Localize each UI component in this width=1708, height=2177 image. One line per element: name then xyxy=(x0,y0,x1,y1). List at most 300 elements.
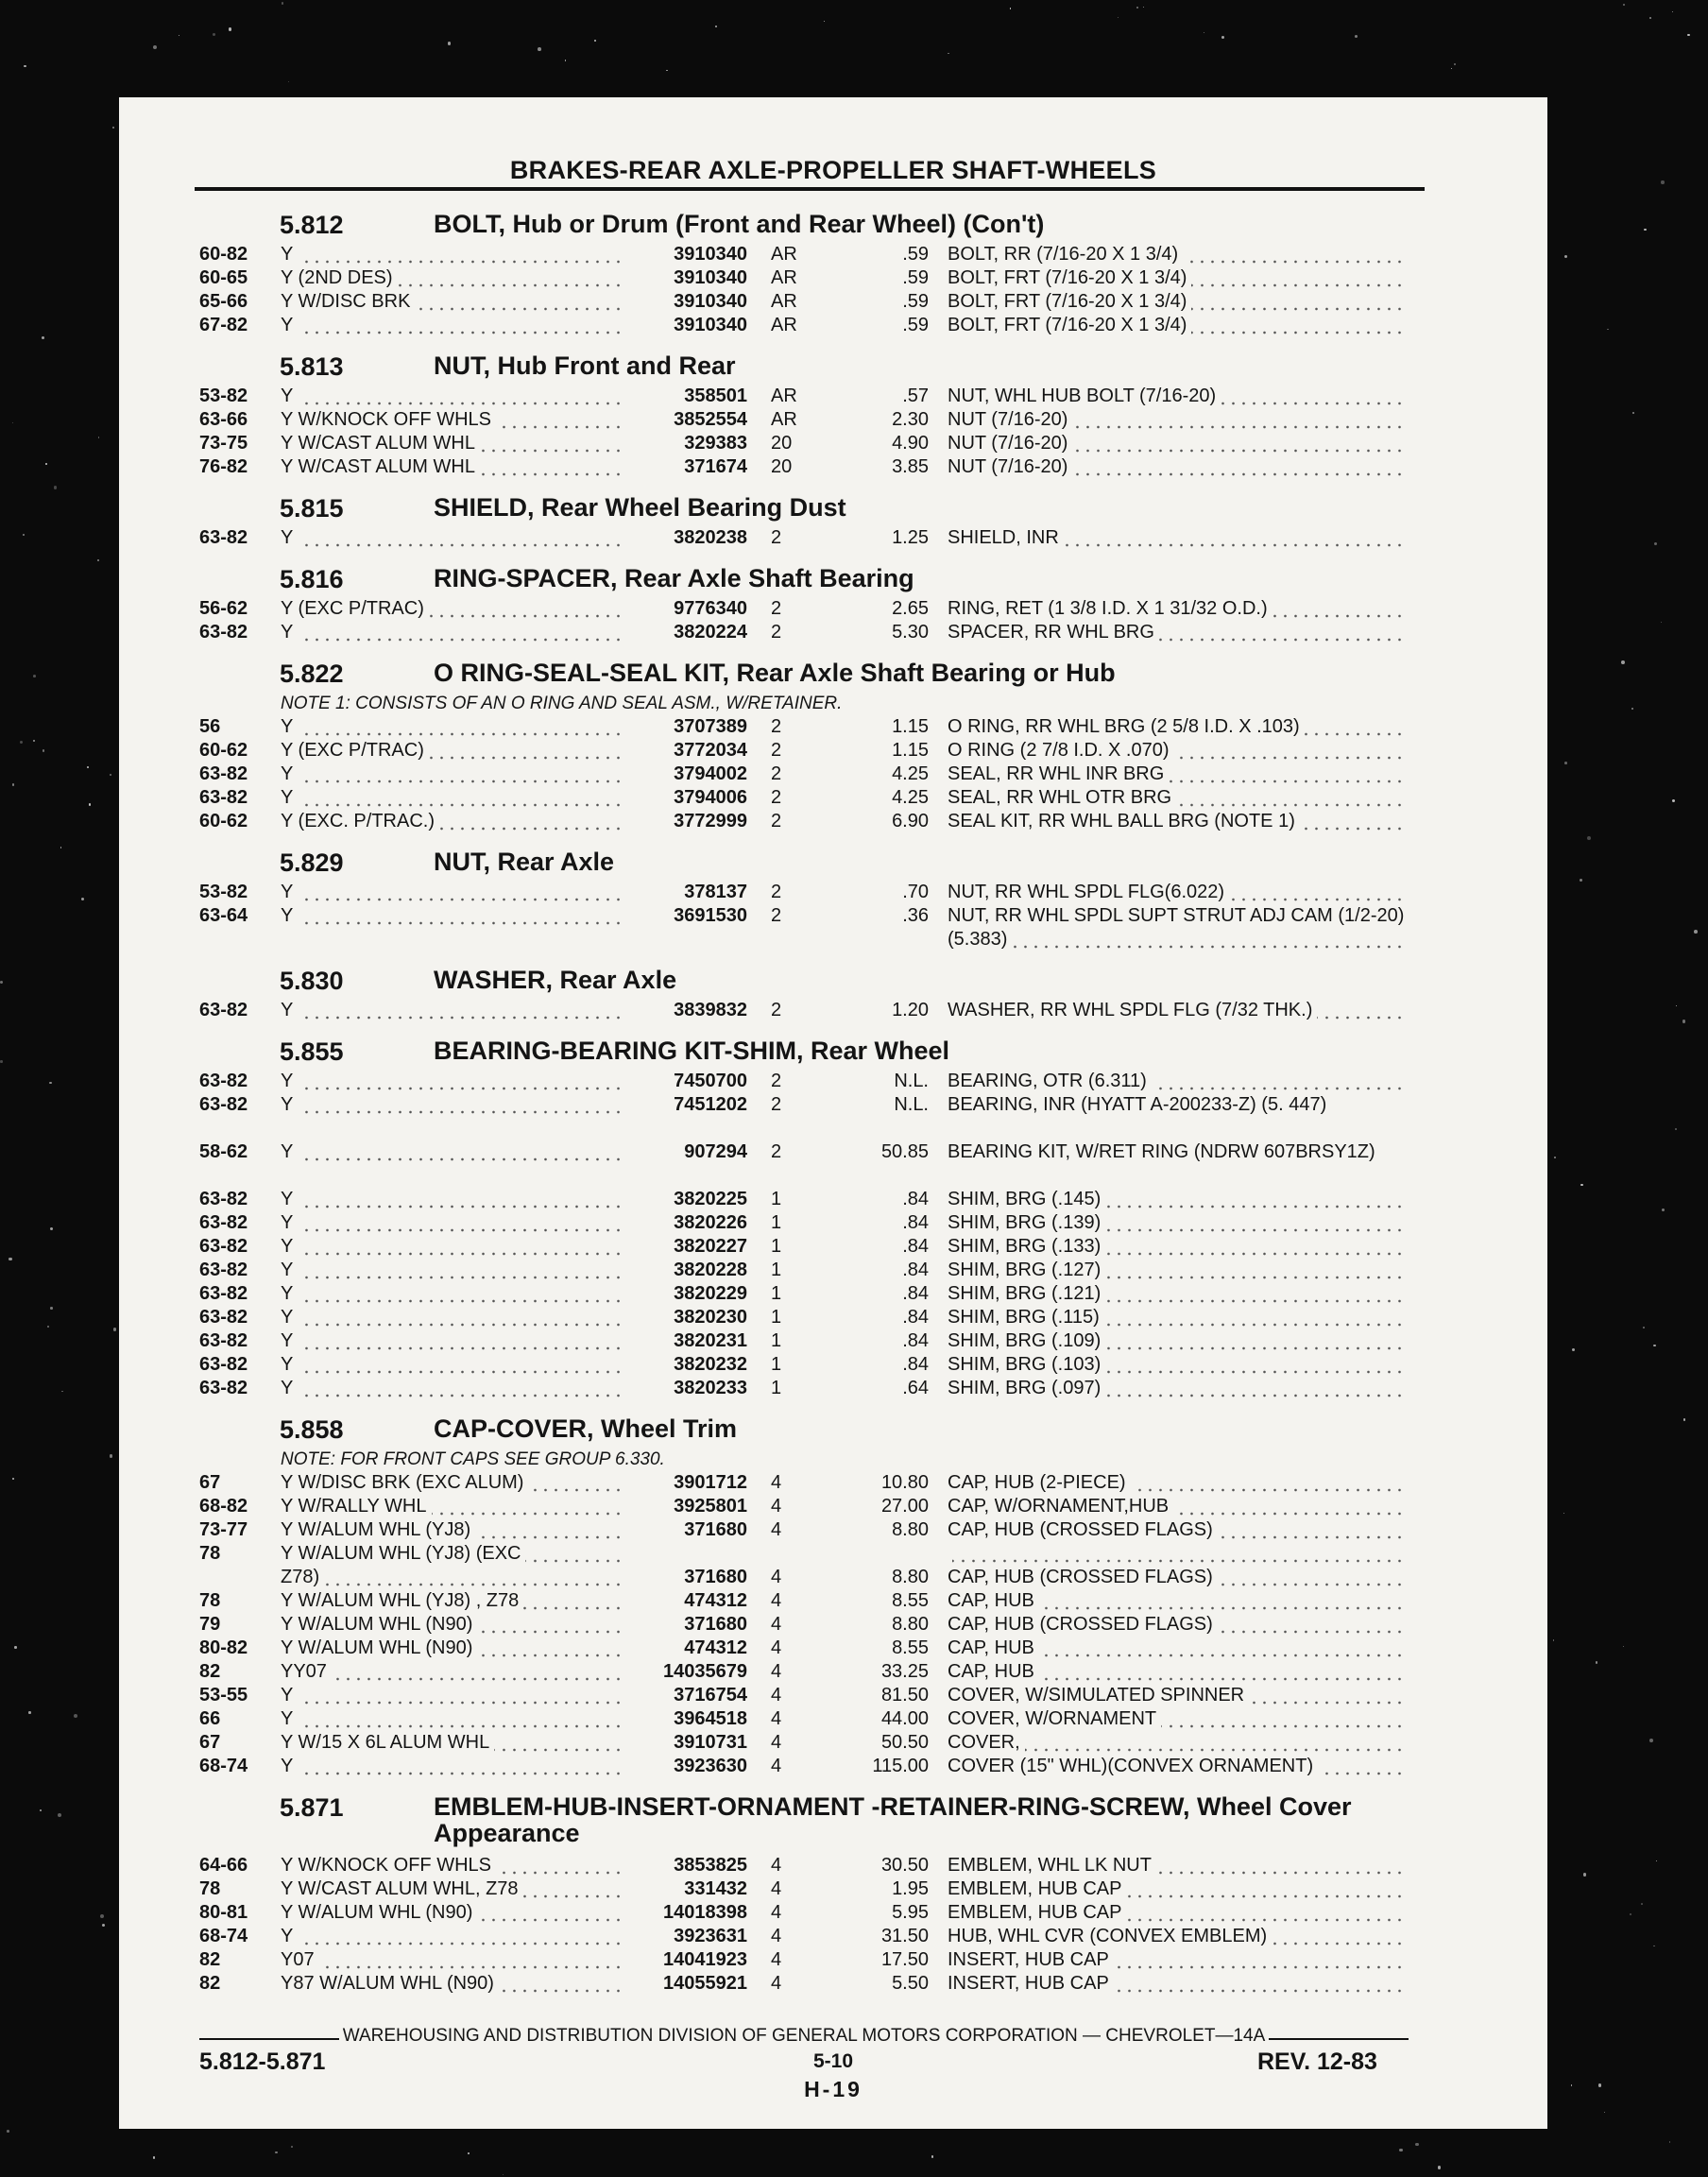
description: CAP, HUB (CROSSED FLAGS) xyxy=(948,1519,1218,1540)
quantity: 2 xyxy=(771,527,782,548)
model-years: 63-82 xyxy=(199,1212,248,1233)
description: SHIM, BRG (.103) xyxy=(948,1354,1105,1375)
price: .70 xyxy=(902,882,929,902)
quantity: 4 xyxy=(771,1878,782,1899)
scan-speck xyxy=(97,559,99,561)
model-years: 78 xyxy=(199,1543,221,1564)
part-row xyxy=(199,1140,1409,1188)
application-cell xyxy=(281,1259,625,1282)
part-number: 3707389 xyxy=(674,716,747,737)
description: EMBLEM, HUB CAP xyxy=(948,1878,1126,1899)
application-cell xyxy=(281,1211,625,1235)
description: NUT, RR WHL SPDL FLG(6.022) xyxy=(948,882,1229,902)
part-number: 3691530 xyxy=(674,905,747,926)
description-cell xyxy=(948,1188,1409,1211)
model-years: 73-77 xyxy=(199,1519,248,1540)
application-cell xyxy=(281,1613,625,1637)
application-cell xyxy=(281,1948,625,1972)
footer-revision: REV. 12-83 xyxy=(1257,2048,1377,2075)
price: .84 xyxy=(902,1236,929,1257)
application-cell xyxy=(281,904,625,928)
scan-speck xyxy=(1661,622,1662,623)
price: .59 xyxy=(902,291,929,312)
model-years: 53-55 xyxy=(199,1685,248,1706)
price: 2.30 xyxy=(892,409,929,430)
part-number: 474312 xyxy=(684,1637,747,1658)
application: Y xyxy=(281,622,298,643)
footer-group-range: 5.812-5.871 xyxy=(199,2048,326,2075)
description: O RING (2 7/8 I.D. X .070) xyxy=(948,740,1174,761)
section-title: BEARING-BEARING KIT-SHIM, Rear Wheel xyxy=(434,1037,950,1065)
description: CAP, HUB xyxy=(948,1637,1039,1658)
application-cell xyxy=(281,243,625,266)
description: EMBLEM, WHL LK NUT xyxy=(948,1855,1156,1876)
description-cell xyxy=(948,881,1409,904)
part-number: 3852554 xyxy=(674,409,747,430)
quantity: 4 xyxy=(771,1902,782,1923)
description: SHIM, BRG (.145) xyxy=(948,1189,1105,1209)
application: Y W/ALUM WHL (N90) xyxy=(281,1637,477,1658)
description-cell xyxy=(948,1854,1409,1877)
part-row xyxy=(199,1731,1409,1755)
model-years: 78 xyxy=(199,1878,221,1899)
description-cell xyxy=(948,1093,1409,1117)
part-number: 3910731 xyxy=(674,1732,747,1753)
quantity: 1 xyxy=(771,1330,782,1351)
description-cell xyxy=(948,1211,1409,1235)
price: 81.50 xyxy=(880,1685,929,1706)
application: Y xyxy=(281,1000,298,1020)
scan-speck xyxy=(7,2130,9,2133)
scan-speck xyxy=(1143,7,1145,9)
description-cell xyxy=(948,1637,1409,1660)
application: Y xyxy=(281,905,298,926)
description-cell xyxy=(948,1518,1409,1542)
section-gap xyxy=(199,951,1409,959)
description: CAP, HUB (2-PIECE) xyxy=(948,1472,1131,1493)
price: .84 xyxy=(902,1330,929,1351)
application: Y xyxy=(281,1708,298,1729)
scan-speck xyxy=(58,1813,61,1817)
description: CAP, HUB (CROSSED FLAGS) xyxy=(948,1567,1218,1587)
price: .36 xyxy=(902,905,929,926)
description-cell xyxy=(948,739,1409,763)
scan-speck xyxy=(1649,1739,1653,1742)
part-number: 3820238 xyxy=(674,527,747,548)
price: 3.85 xyxy=(892,456,929,477)
application: Y (EXC P/TRAC) xyxy=(281,598,429,619)
application-cell xyxy=(281,1235,625,1259)
scan-speck xyxy=(1415,2143,1418,2146)
description-cell xyxy=(948,1282,1409,1306)
part-row xyxy=(199,1901,1409,1925)
scan-speck xyxy=(824,21,826,23)
part-row xyxy=(199,1518,1409,1542)
section-note: NOTE 1: CONSISTS OF AN O RING AND SEAL ASM., W/RETAINER. xyxy=(281,694,843,713)
description: SEAL, RR WHL OTR BRG xyxy=(948,787,1176,808)
model-years: 56-62 xyxy=(199,598,248,619)
scan-speck xyxy=(1563,1513,1564,1514)
scan-speck xyxy=(24,65,26,67)
application-cell xyxy=(281,1093,625,1117)
scan-speck xyxy=(0,981,3,984)
scan-speck xyxy=(1672,799,1675,802)
application: Y W/ALUM WHL (YJ8) (EXC xyxy=(281,1543,525,1564)
section-gap xyxy=(199,1022,1409,1030)
scan-speck xyxy=(1451,68,1452,69)
description-cell xyxy=(948,1684,1409,1707)
application-cell xyxy=(281,1877,625,1901)
part-number: 371674 xyxy=(684,456,747,477)
price: 1.15 xyxy=(892,740,929,761)
application-cell xyxy=(281,1377,625,1400)
price: 17.50 xyxy=(880,1949,929,1970)
part-row xyxy=(199,1188,1409,1211)
model-years: 80-82 xyxy=(199,1637,248,1658)
part-number: 3901712 xyxy=(674,1472,747,1493)
description-cell xyxy=(948,1259,1409,1282)
description-cell xyxy=(948,1377,1409,1400)
footer-division-line xyxy=(199,2026,1409,2047)
section-header xyxy=(199,487,1409,526)
quantity: 1 xyxy=(771,1354,782,1375)
application: Y W/15 X 6L ALUM WHL xyxy=(281,1732,494,1753)
description-cell xyxy=(948,810,1409,833)
part-row xyxy=(199,1259,1409,1282)
description: CAP, W/ORNAMENT,HUB xyxy=(948,1496,1173,1517)
part-row xyxy=(199,1329,1409,1353)
price: 4.25 xyxy=(892,763,929,784)
part-row xyxy=(199,1306,1409,1329)
application-cell xyxy=(281,1854,625,1877)
description: O RING, RR WHL BRG (2 5/8 I.D. X .103) xyxy=(948,716,1305,737)
part-number: 3910340 xyxy=(674,244,747,265)
description-cell xyxy=(948,1925,1409,1948)
description-cell xyxy=(948,1495,1409,1518)
quantity: AR xyxy=(771,409,797,430)
part-row xyxy=(199,1353,1409,1377)
application-cell xyxy=(281,1140,625,1164)
description-cell xyxy=(948,763,1409,786)
scan-speck xyxy=(1661,180,1664,183)
quantity: 2 xyxy=(771,763,782,784)
model-years: 76-82 xyxy=(199,456,248,477)
quantity: 2 xyxy=(771,598,782,619)
section-title: RING-SPACER, Rear Axle Shaft Bearing xyxy=(434,564,914,592)
scan-speck xyxy=(931,2155,934,2158)
part-row xyxy=(199,455,1409,479)
part-row xyxy=(199,1070,1409,1093)
scan-speck xyxy=(23,534,24,535)
scan-speck xyxy=(49,1082,51,1084)
footer-sub-page: H-19 xyxy=(804,2077,863,2101)
application: Y W/KNOCK OFF WHLS xyxy=(281,1855,496,1876)
application-cell xyxy=(281,1901,625,1925)
scan-speck xyxy=(666,70,667,71)
price: .59 xyxy=(902,267,929,288)
scan-speck xyxy=(1641,1903,1643,1905)
description-cell xyxy=(948,266,1409,290)
scan-speck xyxy=(1554,1157,1556,1158)
part-row xyxy=(199,1637,1409,1660)
scan-speck xyxy=(12,422,13,423)
quantity: 20 xyxy=(771,456,793,477)
part-number: 3839832 xyxy=(674,1000,747,1020)
application: Y07 xyxy=(281,1949,319,1970)
application-cell xyxy=(281,526,625,550)
description: NUT (7/16-20) xyxy=(948,433,1072,454)
section-code: 5.855 xyxy=(280,1037,344,1066)
quantity: 1 xyxy=(771,1189,782,1209)
section-header xyxy=(199,652,1409,692)
scan-speck xyxy=(81,898,84,900)
quantity: 2 xyxy=(771,882,782,902)
model-years: 82 xyxy=(199,1661,221,1682)
model-years: 63-82 xyxy=(199,1260,248,1280)
application-cell xyxy=(281,290,625,314)
description: COVER, W/ORNAMENT xyxy=(948,1708,1161,1729)
description-cell xyxy=(948,1471,1409,1495)
description-cell xyxy=(948,786,1409,810)
quantity: AR xyxy=(771,244,797,265)
application-cell xyxy=(281,1471,625,1495)
scan-speck xyxy=(12,1478,14,1480)
section-gap xyxy=(199,1996,1409,2003)
quantity: 4 xyxy=(771,1732,782,1753)
scan-speck xyxy=(1621,660,1625,664)
quantity: AR xyxy=(771,315,797,335)
section-gap xyxy=(199,833,1409,841)
quantity: 1 xyxy=(771,1236,782,1257)
part-row xyxy=(199,266,1409,290)
quantity: 4 xyxy=(771,1661,782,1682)
application-cell xyxy=(281,810,625,833)
section-title: WASHER, Rear Axle xyxy=(434,966,677,994)
model-years: 63-82 xyxy=(199,1189,248,1209)
application: Y W/DISC BRK (EXC ALUM) xyxy=(281,1472,528,1493)
part-number: 3820225 xyxy=(674,1189,747,1209)
description-cell xyxy=(948,621,1409,644)
model-years: 68-82 xyxy=(199,1496,248,1517)
application: Y W/ALUM WHL (YJ8) xyxy=(281,1519,475,1540)
section-gap xyxy=(199,479,1409,487)
scan-speck xyxy=(715,26,718,28)
header-rule xyxy=(195,187,1425,191)
description: NUT, WHL HUB BOLT (7/16-20) xyxy=(948,386,1221,406)
scan-speck xyxy=(50,1227,53,1230)
section-code: 5.816 xyxy=(280,565,344,593)
description-cell xyxy=(948,1542,1409,1566)
part-row xyxy=(199,1542,1409,1566)
scan-speck xyxy=(1676,1005,1677,1006)
application-cell xyxy=(281,739,625,763)
part-number: 3820231 xyxy=(674,1330,747,1351)
parts-list xyxy=(199,203,1409,2003)
model-years: 60-65 xyxy=(199,267,248,288)
part-row xyxy=(199,763,1409,786)
model-years: 82 xyxy=(199,1949,221,1970)
scan-speck xyxy=(179,35,180,37)
description: WASHER, RR WHL SPDL FLG (7/32 THK.) xyxy=(948,1000,1317,1020)
description-cell xyxy=(948,455,1409,479)
description-cell xyxy=(948,904,1409,951)
description: SEAL, RR WHL INR BRG xyxy=(948,763,1169,784)
application: Y xyxy=(281,1685,298,1706)
application: Y xyxy=(281,1354,298,1375)
scan-speck xyxy=(1656,1860,1657,1861)
model-years: 53-82 xyxy=(199,882,248,902)
application-cell xyxy=(281,266,625,290)
part-row xyxy=(199,290,1409,314)
scan-speck xyxy=(1596,1661,1597,1663)
quantity: 4 xyxy=(771,1708,782,1729)
price: .57 xyxy=(902,386,929,406)
description-cell xyxy=(948,290,1409,314)
part-number: 14041923 xyxy=(663,1949,747,1970)
model-years: 58-62 xyxy=(199,1141,248,1162)
description: COVER (15" WHL)(CONVEX ORNAMENT) xyxy=(948,1756,1318,1776)
scan-speck xyxy=(1136,7,1138,9)
part-row xyxy=(199,1589,1409,1613)
price: 8.80 xyxy=(892,1614,929,1635)
part-row xyxy=(199,810,1409,833)
scan-speck xyxy=(87,766,89,768)
application: Y xyxy=(281,1756,298,1776)
model-years: 60-62 xyxy=(199,811,248,831)
part-row xyxy=(199,314,1409,337)
description: BOLT, FRT (7/16-20 X 1 3/4) xyxy=(948,267,1191,288)
scan-speck xyxy=(1662,1208,1665,1211)
scan-speck xyxy=(1683,1418,1686,1421)
description: NUT, RR WHL SPDL SUPT STRUT ADJ CAM (1/2-20) (5.383) xyxy=(948,905,1405,950)
application-cell xyxy=(281,455,625,479)
description: CAP, HUB xyxy=(948,1590,1039,1611)
part-row xyxy=(199,739,1409,763)
part-row xyxy=(199,904,1409,951)
part-row xyxy=(199,385,1409,408)
scan-speck xyxy=(42,336,44,339)
application-cell xyxy=(281,432,625,455)
page-title: BRAKES-REAR AXLE-PROPELLER SHAFT-WHEELS xyxy=(509,156,1157,184)
application: Y W/CAST ALUM WHL, Z78 xyxy=(281,1878,523,1899)
application: Y (EXC. P/TRAC.) xyxy=(281,811,439,831)
description-cell xyxy=(948,1901,1409,1925)
quantity: 2 xyxy=(771,1094,782,1115)
description-cell xyxy=(948,1731,1409,1755)
part-row xyxy=(199,786,1409,810)
scan-speck xyxy=(1632,412,1634,414)
part-number: 3794002 xyxy=(674,763,747,784)
part-row xyxy=(199,1282,1409,1306)
model-years: 67 xyxy=(199,1732,221,1753)
model-years: 63-82 xyxy=(199,527,248,548)
part-number: 3925801 xyxy=(674,1496,747,1517)
model-years: 63-82 xyxy=(199,763,248,784)
section-gap xyxy=(199,1778,1409,1786)
description: HUB, WHL CVR (CONVEX EMBLEM) xyxy=(948,1926,1272,1946)
model-years: 79 xyxy=(199,1614,221,1635)
scan-speck xyxy=(1653,1946,1655,1947)
scan-speck xyxy=(12,783,15,786)
application-cell xyxy=(281,597,625,621)
quantity: 2 xyxy=(771,811,782,831)
section-title: SHIELD, Rear Wheel Bearing Dust xyxy=(434,493,846,522)
scan-speck xyxy=(594,40,596,42)
application: Z78) xyxy=(281,1567,324,1587)
model-years: 63-82 xyxy=(199,1378,248,1398)
description: RING, RET (1 3/8 I.D. X 1 31/32 O.D.) xyxy=(948,598,1272,619)
scan-speck xyxy=(448,42,452,45)
quantity: AR xyxy=(771,386,797,406)
scan-speck xyxy=(282,2,284,5)
scan-speck xyxy=(1654,542,1657,545)
description: SHIELD, INR xyxy=(948,527,1064,548)
application: Y xyxy=(281,1141,298,1162)
price: 4.90 xyxy=(892,433,929,454)
description: NUT (7/16-20) xyxy=(948,456,1072,477)
model-years: 80-81 xyxy=(199,1902,248,1923)
quantity: 4 xyxy=(771,1567,782,1587)
description-cell xyxy=(948,1353,1409,1377)
scan-speck xyxy=(110,1454,112,1457)
application: Y W/CAST ALUM WHL xyxy=(281,433,480,454)
scan-speck xyxy=(33,740,34,741)
application-cell xyxy=(281,1306,625,1329)
part-row xyxy=(199,408,1409,432)
price: .84 xyxy=(902,1307,929,1328)
part-number: 371680 xyxy=(684,1614,747,1635)
scan-speck xyxy=(1580,879,1582,882)
application: Y W/ALUM WHL (YJ8) , Z78 xyxy=(281,1590,523,1611)
part-number: 3820233 xyxy=(674,1378,747,1398)
description: BOLT, FRT (7/16-20 X 1 3/4) xyxy=(948,315,1191,335)
description: BOLT, FRT (7/16-20 X 1 3/4) xyxy=(948,291,1191,312)
section-code: 5.822 xyxy=(280,660,344,688)
part-number: 3794006 xyxy=(674,787,747,808)
quantity: 2 xyxy=(771,905,782,926)
application: Y xyxy=(281,1330,298,1351)
section-gap xyxy=(199,644,1409,652)
part-number: 371680 xyxy=(684,1519,747,1540)
description: BOLT, RR (7/16-20 X 1 3/4) xyxy=(948,244,1183,265)
part-number: 3820227 xyxy=(674,1236,747,1257)
description: SHIM, BRG (.097) xyxy=(948,1378,1105,1398)
section-header xyxy=(199,203,1409,243)
section-code: 5.812 xyxy=(280,211,344,239)
scan-speck xyxy=(1564,255,1567,258)
scan-speck xyxy=(1355,35,1358,38)
scan-speck xyxy=(102,1924,105,1927)
scan-speck xyxy=(54,486,58,489)
scan-speck xyxy=(1564,762,1567,764)
application: Y xyxy=(281,1283,298,1304)
application-cell xyxy=(281,408,625,432)
part-row xyxy=(199,1377,1409,1400)
model-years: 60-62 xyxy=(199,740,248,761)
part-row xyxy=(199,432,1409,455)
model-years: 63-82 xyxy=(199,1094,248,1115)
scan-speck xyxy=(47,1326,48,1327)
application-cell xyxy=(281,1329,625,1353)
price: 8.55 xyxy=(892,1590,929,1611)
model-years: 63-82 xyxy=(199,622,248,643)
description: INSERT, HUB CAP xyxy=(948,1973,1114,1994)
part-number: 3964518 xyxy=(674,1708,747,1729)
application: Y xyxy=(281,1212,298,1233)
scan-speck xyxy=(153,45,157,49)
application-cell xyxy=(281,1660,625,1684)
part-number: 3820228 xyxy=(674,1260,747,1280)
